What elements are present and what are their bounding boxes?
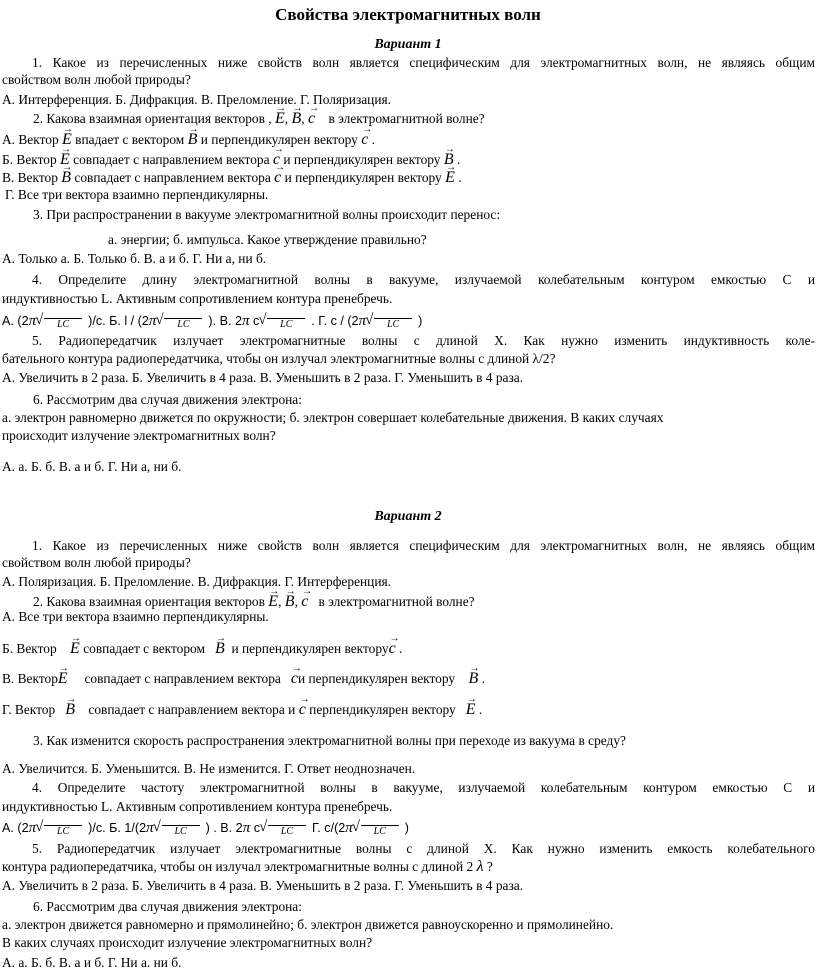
v2-q2-option-a: А. Все три вектора взаимно перпендикулярны. — [2, 609, 269, 624]
v1-q6: 6. Рассмотрим два случая движения электрона: — [33, 392, 302, 407]
question-text: контура радиопередатчика, чтобы он излучал электромагнитные волны с длиной 2 — [2, 859, 474, 874]
v1-q2-option-b: Б. Вектор → E совпадает с направлением вектора → c и перпендикулярен вектору → B . — [2, 149, 460, 168]
pi-symbol: π — [242, 820, 251, 836]
vector-e-symbol: → E — [445, 167, 455, 185]
option-text: совпадает с направлением вектора — [73, 152, 270, 167]
v2-q1-answers: А. Поляризация. Б. Преломление. В. Дифракция. Г. Интерференция. — [2, 574, 392, 589]
v2-q2-option-b: Б. Вектор → E совпадает с вектором → B и перпендикулярен вектору→ c . — [2, 638, 402, 657]
answer-text: )/с. Б. 1/(2 — [88, 821, 147, 835]
v1-q1-answers: А. Интерференция. Б. Дифракция. В. Преломление. Г. Поляризация. — [2, 92, 392, 107]
v2-q2-text: 2. Какова взаимная ориентация векторов — [33, 594, 265, 609]
option-text: В. Вектор — [2, 170, 58, 185]
answer-text: ) — [418, 314, 423, 328]
v1-q2-option-c: В. Вектор → B совпадает с направлением вектора → c и перпендикулярен вектору → E . — [2, 167, 462, 186]
vector-e-symbol: → E — [62, 129, 72, 147]
comma: , — [284, 111, 289, 126]
answer-text: А. (2 — [2, 314, 29, 328]
v1-q1-line1: 1. Какое из перечисленных ниже свойств волн является специфическим для электромагнитных волн, не являясь общим — [32, 55, 815, 70]
pi-symbol: π — [148, 313, 157, 329]
vector-b-symbol: → B — [188, 129, 198, 147]
v2-q2-option-c: В. Вектор→ E совпадает с направлением вектора → cи перпендикулярен вектору → B . — [2, 668, 485, 687]
pi-symbol: π — [241, 313, 250, 329]
sqrt-lc: √ LC — [268, 825, 306, 838]
v1-q6-line1: а. электрон равномерно движется по окружности; б. электрон совершает колебательные движения. В каких случаях — [2, 410, 664, 425]
sqrt-lc: √ LC — [164, 318, 202, 331]
comma: , — [301, 111, 305, 126]
pi-symbol: π — [28, 313, 37, 329]
pi-symbol: π — [28, 820, 37, 836]
vector-b-symbol: → B — [291, 108, 301, 126]
v2-q6-answers: А. а. Б. б. В. а и б. Г. Ни а. ни б. — [2, 955, 182, 970]
answer-text: ) . В. 2 — [205, 821, 243, 835]
vector-b-symbol: → B — [468, 668, 478, 686]
option-text: совпадает с направлением вектора — [74, 170, 271, 185]
answer-text: . Г. с / (2 — [311, 314, 359, 328]
answer-text: Г. с/(2 — [312, 821, 346, 835]
v1-q2-option-d: Г. Все три вектора взаимно перпендикулярны. — [5, 187, 269, 202]
vector-b-symbol: → B — [65, 699, 75, 717]
sqrt-lc: √ LC — [267, 318, 305, 331]
v1-q2-tail: в электромагнитной волне? — [328, 111, 485, 126]
v2-q4-line2: индуктивностью L. Активным сопротивлением контура пренебречь. — [2, 799, 393, 814]
vector-b-symbol: → B — [285, 591, 295, 609]
vector-c-symbol: → c — [308, 108, 315, 126]
option-text: совпадает с вектором — [83, 641, 205, 656]
option-text: совпадает с направлением вектора и — [88, 702, 296, 717]
pi-symbol: π — [358, 313, 367, 329]
vector-b-symbol: → B — [215, 638, 225, 656]
v1-q5-answers: А. Увеличить в 2 раза. Б. Увеличить в 4 раза. В. Уменьшить в 2 раза. Г. Уменьшить в 4 раза. — [2, 370, 524, 385]
vector-c-symbol: → c — [299, 699, 306, 717]
vector-e-symbol: → E — [70, 638, 80, 656]
sqrt-lc: √ LC — [44, 825, 82, 838]
comma: , — [278, 594, 282, 609]
v2-q6: 6. Рассмотрим два случая движения электрона: — [33, 899, 302, 914]
sqrt-lc: √ LC — [374, 318, 412, 331]
option-text: перпендикулярен вектору — [309, 702, 456, 717]
question-text: ? — [486, 859, 493, 874]
vector-c-symbol: → c — [389, 638, 396, 656]
page-title: Свойства электромагнитных волн — [275, 5, 541, 24]
v2-q2-tail: в электромагнитной волне? — [318, 594, 475, 609]
sqrt-lc: √ LC — [361, 825, 399, 838]
v1-q5-line1: 5. Радиопередатчик излучает электромагнитные волны с длиной Х. Как нужно изменить индуктивность коле- — [32, 333, 815, 348]
vector-c-symbol: → c — [274, 167, 281, 185]
v2-q2-option-d: Г. Вектор → B совпадает с направлением вектора и → c перпендикулярен вектору → E . — [2, 699, 482, 718]
answer-text: с — [253, 821, 260, 835]
answer-text: с — [253, 314, 260, 328]
v1-q4-line1: 4. Определите длину электромагнитной волны в вакууме, излучаемой колебательным контуром емкостью С и — [32, 272, 815, 287]
v1-q5-line2: бательного контура радиопередатчика, чтобы он излучал электромагнитные волны с длиной λ/2? — [2, 351, 556, 366]
v2-q1-line1: 1. Какое из перечисленных ниже свойств волн является специфическим для электромагнитных волн, не являясь общим — [32, 538, 815, 553]
v2-q4-line1: 4. Определите частоту электромагнитной волны в вакууме, излучаемой колебательным контуром емкостью С и — [32, 780, 815, 795]
answer-text: )/с. Б. l / (2 — [88, 314, 149, 328]
option-text: и перпендикулярен вектору — [231, 641, 389, 656]
sqrt-lc: √ LC — [162, 825, 200, 838]
comma: , — [294, 594, 298, 609]
lambda-symbol: λ — [476, 858, 484, 875]
v2-q3-answers: А. Увеличится. Б. Уменьшится. В. Не изменится. Г. Ответ неоднозначен. — [2, 761, 416, 776]
v1-q6-line2: происходит излучение электромагнитных волн? — [2, 428, 276, 443]
sqrt-lc: √ LC — [44, 318, 82, 331]
v2-q2 — [33, 591, 475, 610]
v1-q3-options: а. энергии; б. импульса. Какое утверждение правильно? — [108, 232, 427, 247]
pi-symbol: π — [345, 820, 353, 836]
v2-q5-line2 — [2, 859, 493, 875]
vector-c-symbol: → c — [291, 668, 298, 686]
v1-q6-answers: А. а. Б. б. В. а и б. Г. Ни а, ни б. — [2, 459, 182, 474]
option-text: совпадает с направлением вектора — [84, 671, 281, 686]
vector-e-symbol: → E — [60, 149, 70, 167]
v2-q6-line1: а. электрон движется равномерно и прямолинейно; б. электрон движется равноускоренно и прямолинейно. — [2, 917, 614, 932]
variant-1-heading: Вариант 1 — [374, 37, 442, 52]
v1-q3: 3. При распространении в вакууме электромагнитной волны происходит перенос: — [33, 207, 501, 222]
v1-q4-answers — [2, 313, 422, 329]
option-text: и перпендикулярен вектору — [200, 132, 358, 147]
v1-q3-answers: А. Только а. Б. Только б. В. а и б. Г. Ни а, ни б. — [2, 251, 267, 266]
variant-2-heading: Вариант 2 — [374, 509, 442, 524]
vector-e-symbol: → E — [275, 108, 285, 126]
v1-q1-line2: свойством волн любой природы? — [2, 72, 191, 87]
option-text: В. Вектор — [2, 671, 58, 686]
option-text: и перпендикулярен вектору — [298, 671, 456, 686]
option-text: Б. Вектор — [2, 641, 57, 656]
option-text: и перпендикулярен вектору — [284, 170, 442, 185]
v2-q6-line2: В каких случаях происходит излучение электромагнитных волн? — [2, 935, 373, 950]
v2-q5-answers: А. Увеличить в 2 раза. Б. Увеличить в 4 раза. В. Уменьшить в 2 раза. Г. Уменьшить в 4 раза. — [2, 878, 524, 893]
option-text: и перпендикулярен вектору — [283, 152, 441, 167]
vector-e-symbol: → E — [58, 668, 68, 686]
option-text: А. Вектор — [2, 132, 59, 147]
answer-text: А. (2 — [2, 821, 29, 835]
option-text: Б. Вектор — [2, 152, 57, 167]
vector-b-symbol: → B — [444, 149, 454, 167]
vector-b-symbol: → B — [61, 167, 71, 185]
vector-c-symbol: → c — [301, 591, 308, 609]
vector-c-symbol: → c — [361, 129, 368, 147]
vector-c-symbol: → c — [273, 149, 280, 167]
v2-q5-line1: 5. Радиопередатчик излучает электромагнитные волны с длиной Х. Как нужно изменить емкость колебательного — [32, 841, 815, 856]
v2-q3: 3. Как изменится скорость распространения электромагнитной волны при переходе из вакуума в среду? — [33, 733, 626, 748]
vector-e-symbol: → E — [268, 591, 278, 609]
option-text: впадает с вектором — [75, 132, 185, 147]
v2-q4-answers — [2, 820, 409, 836]
v2-q1-line2: свойством волн любой природы? — [2, 555, 191, 570]
v1-q2 — [33, 108, 485, 127]
v1-q2-text: 2. Какова взаимная ориентация векторов , — [33, 111, 272, 126]
option-text: Г. Вектор — [2, 702, 56, 717]
pi-symbol: π — [146, 820, 154, 836]
answer-text: ). В. 2 — [208, 314, 242, 328]
vector-e-symbol: → E — [466, 699, 476, 717]
v1-q2-option-a: А. Вектор → E впадает с вектором → B и перпендикулярен вектору → c . — [2, 129, 375, 148]
v1-q4-line2: индуктивностью L. Активным сопротивлением контура пренебречь. — [2, 291, 393, 306]
answer-text: ) — [404, 821, 409, 835]
